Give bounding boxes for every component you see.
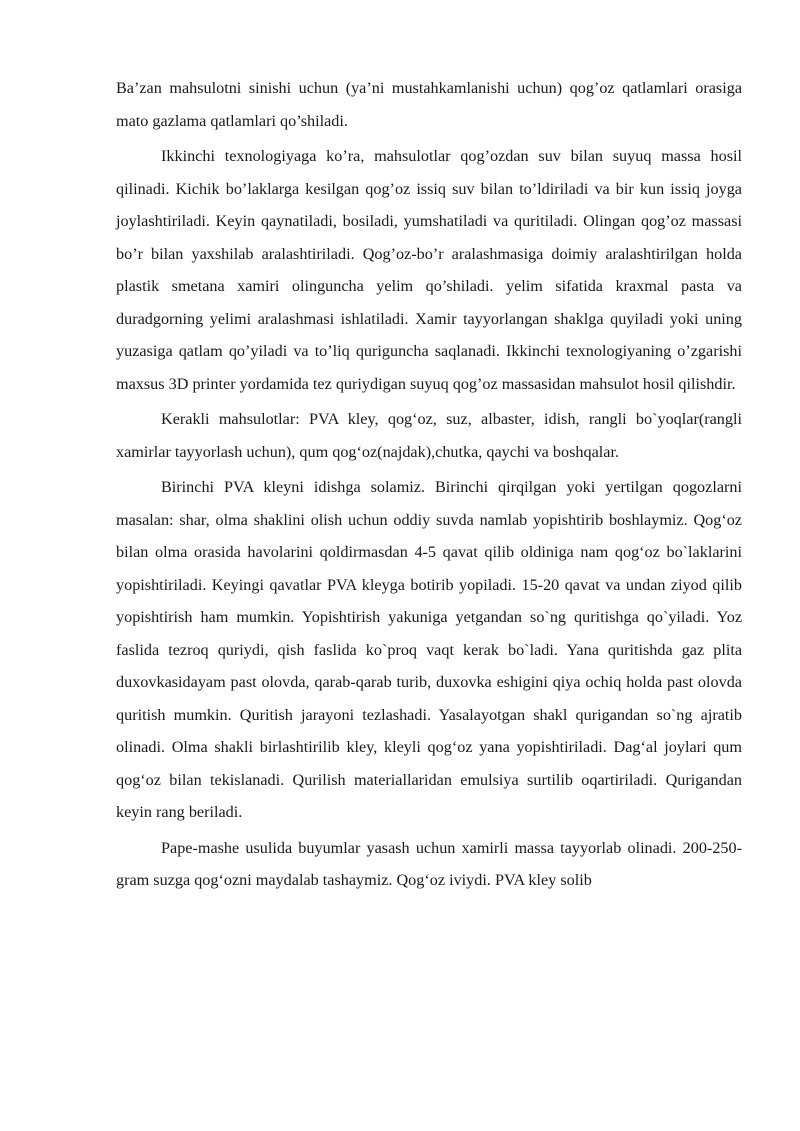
document-page — [116, 72, 742, 897]
paragraph-papier-mache-mass: Pape-mashe usulida buyumlar yasash uchun xamirli massa tayyorlab olinadi. 200-250-gram suzga qog‘ozni maydalab tashaymiz. Qog‘oz iviydi. PVA kley solib — [116, 838, 742, 889]
paragraph-process-steps: Birinchi PVA kleyni idishga solamiz. Birinchi qirqilgan yoki yertilgan qogozlarni masalan: shar, olma shaklini olish uchun oddiy suvda namlab yopishtirib boshlaymiz. Qog‘oz bilan olma orasida havolarini qoldirmasdan 4-5 qavat qilib oldiniga nam qog‘oz bo`laklarini yopishtiriladi. Keyingi qavatlar PVA kleyga botirib yopiladi. 15-20 qavat va undan ziyod qilib yopishtirish ham mumkin. Yopishtirish yakuniga yetgandan so`ng quritishga qo`yiladi. Yoz faslida tezroq quriydi, qish faslida ko`proq vaqt kerak bo`ladi. Yana quritishda gaz plita duxovkasidayam past olovda, qarab-qarab turib, duxovka eshigini qiya ochiq holda past olovda quritish mumkin. Quritish jarayoni tezlashadi. Yasalayotgan shakl qurigandan so`ng ajratib olinadi. Olma shakli birlashtirilib kley, kleyli qog‘oz yana yopishtiriladi. Dag‘al joylari qum qog‘oz bilan tekislanadi. Qurilish materiallaridan emulsiya surtilib oqartiriladi. Qurigandan keyin rang beriladi. — [116, 478, 742, 821]
paragraph-required-materials: Kerakli mahsulotlar: PVA kley, qog‘oz, suz, albaster, idish, rangli bo`yoqlar(rangli xamirlar tayyorlash uchun), qum qog‘oz(najdak),chutka, qaychi va boshqalar. — [116, 410, 742, 461]
paragraph-second-technology: Ikkinchi texnologiyaga ko’ra, mahsulotlar qog’ozdan suv bilan suyuq massa hosil qilinadi. Kichik bo’laklarga kesilgan qog’oz issiq suv bilan to’ldiriladi va bir kun issiq joyga joylashtiriladi. Keyin qaynatiladi, bosiladi, yumshatiladi va quritiladi. Olingan qog’oz massasi bo’r bilan yaxshilab aralashtiriladi. Qog’oz-bo’r aralashmasiga doimiy aralashtirilgan holda plastik smetana xamiri olinguncha yelim qo’shiladi. yelim sifatida kraxmal pasta va duradgorning yelimi aralashmasi ishlatiladi. Xamir tayyorlangan shaklga quyiladi yoki uning yuzasiga qatlam qo’yiladi va to’liq qurigunchа saqlanadi. Ikkinchi texnologiyaning o’zgarishi maxsus 3D printer yordamida tez quriydigan suyuq qog’oz massasidan mahsulot hosil qilishdir. — [116, 147, 742, 393]
paragraph-reinforcement: Ba’zan mahsulotni sinishi uchun (ya’ni mustahkamlanishi uchun) qog’oz qatlamlari orasiga mato gazlama qatlamlari qo’shiladi. — [116, 79, 742, 130]
